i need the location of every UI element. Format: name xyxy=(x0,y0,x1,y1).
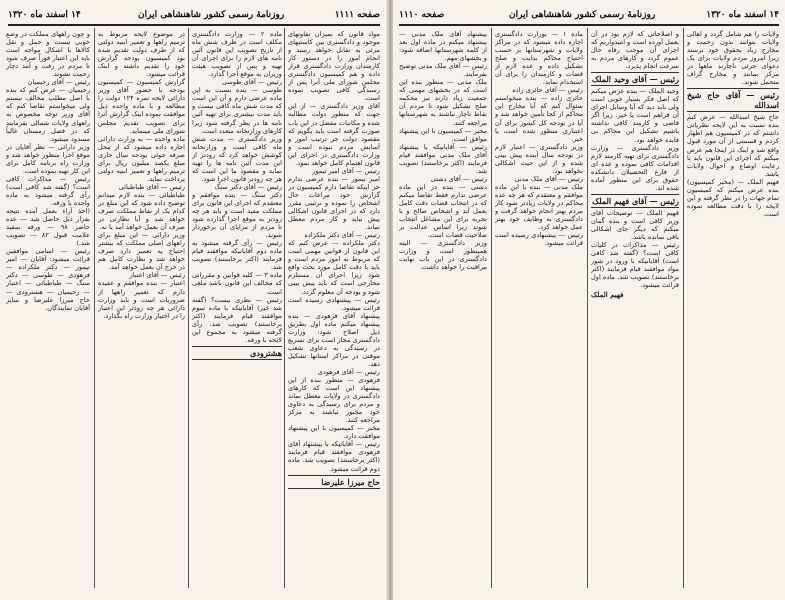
paragraph: وحید الملک — بنده عرض میکنم که اصل فکر بسیار خوبی است ولی باید دید که آیا وسایل اجرای آن فراهم است یا خیر. زیرا اگر قاضی و کارمند کافی نداشته باشیم تشکیل این محاکم بی فایده خواهد بود. xyxy=(591,87,679,144)
speaker-line: رئیس — آقای امیر تیمور xyxy=(312,166,380,175)
left-page-gazette-title: روزنامهٔ رسمی کشور شاهنشاهی ایران xyxy=(138,10,285,20)
right-column-3-text xyxy=(495,30,583,247)
paragraph: رئیس — مذاکرات کافی است؟ (گفته شد کافی است) رأی گرفته میشود به ماده واحده با ورقه. xyxy=(6,174,90,207)
paragraph: ماده واحده — به وزارت دارائی اجازه داده میشود که از محل صرفه جوئی بودجه سال جاری مبلغ یکصد میلیون ریال برای ترمیم راهها و تعمیر ابنیه دولتی پرداخت نماید. xyxy=(98,134,185,183)
paragraph: وزیر دادگستری — وزارت دادگستری برای تهیه کارمند لازم اقدامات کافی نموده و عده ای از فارغ التحصیلان دانشکده حقوق برای این منظور آماده شده اند. xyxy=(591,143,679,192)
paragraph: (اخذ آراء بعمل آمده نتیجه بقرار ذیل حاصل شد — عده حاضر ۹۸ — ورقه سفید علامت قبول ۸۲ — تصویب شد.) xyxy=(6,207,90,248)
paragraph: گزارش کمیسیون — کمیسیون بودجه با حضور آقای وزیر دارائی لایحه نمره ۱۲۴ دولت را مطالعه و با ماده واحده ذیل موافقت نموده اینک گزارش آنرا برای تصویب تقدیم مجلس شورای ملی مینماید. xyxy=(98,78,185,135)
paragraph: دکتر سنگ — بنده موافقم و معتقدم که اجرای این قانون برای مملکت مفید است و باید هر چه زودتر به موقع اجرا گذارده شود تا مردم از مزایای آن برخوردار شوند. xyxy=(192,190,282,240)
paragraph: طباطبائی — بنده لازم میدانم توضیح داده شود که این مبلغ در کدام یک از نقاط مملکت صرف خواهد شد و آیا نظارتی در صرف آن بعمل خواهد آمد یا نه. xyxy=(98,190,185,232)
left-column-3-text xyxy=(98,30,185,320)
column-divider xyxy=(683,28,684,588)
paragraph: رئیس — پیشنهادی رسیده است قرائت میشود. xyxy=(495,231,583,248)
paragraph: در موضوع لایحه مربوط به ترمیم راهها و تعمیر ابنیه دولتی که از طرف دولت تقدیم شده بود کمیسیون بودجه گزارش خود را تقدیم داشته و اینک قرائت میشود. xyxy=(98,30,185,79)
paragraph: وزیر دادگستری — البته همینطور است و وزارت دادگستری در این باب نهایت مراقبت را خواهد داشت. xyxy=(399,239,487,272)
paragraph: رحیمیان — عرض کنم که بنده با اصل مطلب مخالف نیستم ولی میخواستم تقاضا کنم که آقای وزیر توجه مخصوص به راههای ولایات شمالی بفرمایند که در فصل زمستان غالباً مسدود میشود. xyxy=(6,86,90,143)
paragraph: مواد قانون که بمیزان تفاوتهای موجود و دادگستری بین کاستیهای مرئی به تقابل خواهد رسید و انجام امور را در دستور کار کارمندان وزارت دادگستری قرار داده و هم کمیسیون دادگستری مجلس شورای ملی آنرا پس از رسیدگی کافی تصویب نموده است. xyxy=(288,30,380,103)
signature: فهیم الملک xyxy=(591,290,624,300)
right-column-2-text xyxy=(591,30,679,299)
left-page xyxy=(0,0,388,600)
paragraph: رئیس — آقایانیکه با پیشنهاد آقای ملک مدنی موافقند قیام فرمایند (اکثر برخاستند) تصویب شد. xyxy=(399,142,487,175)
column-divider xyxy=(94,28,95,588)
speaker-line: رئیس — آقای دشتی xyxy=(430,174,487,183)
speaker-line: رئیس — آقای ملک مدنی توضیح بفرمایند. xyxy=(399,62,487,79)
left-column-1-text xyxy=(288,30,380,489)
speaker-line: رئیس — آقای ملک مدنی xyxy=(514,174,583,183)
left-page-number: صفحه ۱۱۱۱ xyxy=(334,10,380,20)
speaker-line: رئیس — آقای دکتر ملکزاده xyxy=(304,231,380,240)
paragraph: فرهودی — منظور بنده از این پیشنهاد این است که کارهای دادگستری در ولایات معطل نماند و مردم برای رسیدگی به دعاوی خود مجبور نباشند به مرکز مراجعه کنند. xyxy=(288,376,380,425)
section-heading: هشترودی xyxy=(192,346,282,360)
section-heading: حاج میرزا علیرضا xyxy=(288,475,380,489)
left-page-date: ۱۴ اسفند ماه ۱۳۲۰ xyxy=(8,10,81,20)
paragraph: حاج شیخ اسدالله — عرض کنم بنده نسبت به این لایحه نظریاتی داشتم که در کمیسیون هم اظهار کردم و قسمتی از آن مورد قبول واقع شد و اینک در اینجا هم عرض میکنم که اجرای این قانون باید با رعایت اوضاع و احوال ولایات باشد. xyxy=(687,113,779,178)
speaker-line: رئیس — آقای اعتبار xyxy=(129,271,185,280)
paragraph: پیشنهاد آقای فرهودی — بنده پیشنهاد میکنم ماده اول بطریق ذیل اصلاح شود: وزارت دادگستری مجاز است برای تسریع در رسیدگی به دعاوی شعب موقتی در مراکز استانها تشکیل دهد. xyxy=(288,311,380,368)
paragraph: حائری زاده — بنده میخواستم سئوال کنم که آیا مخارج این محاکم از کجا تأمین خواهد شد و آیا در بودجه کل کشور برای آن اعتباری منظور شده است یا خیر. xyxy=(495,94,583,143)
paragraph: مخبر — کمیسیون با این پیشنهاد موافق است. xyxy=(399,126,487,143)
paragraph: رئیس — آقایانیکه با پیشنهاد آقای فرهودی موافقند قیام فرمایند (اکثر برخاستند) تصویب شد. ماده دوم قرائت میشود. xyxy=(288,440,380,473)
paragraph: دشتی — بنده در این ماده عرضی ندارم فقط تقاضا میکنم که در انتخاب قضات دقت کامل بعمل آید و اشخاص صالح و با تجربه برای این مشاغل انتخاب شوند زیرا اساس عدالت بر صلاحیت قضات است. xyxy=(399,182,487,240)
right-column-1 xyxy=(687,30,779,586)
column-divider xyxy=(188,28,189,588)
paragraph: فهیم الملک — (مخبر کمیسیون) بنده عرض میکنم که کمیسیون تمام جهات را در نظر گرفته و این لایحه را با دقت مطالعه نموده است. xyxy=(687,177,779,218)
speaker-line: رئیس — آقای حائری زاده xyxy=(512,86,583,95)
paragraph: اعتبار — بنده موافقم و عقیده دارم که تعمیر راهها از ضروریات است و باید وزارت دارائی هر چه زودتر این اعتبار را در اختیار وزارت راه بگذارد. xyxy=(98,279,185,320)
section-heading: رئیس — آقای حاج شیخ اسدالله xyxy=(687,90,779,111)
column-divider xyxy=(284,28,285,588)
paragraph: رئیس — مذاکرات در کلیات کافی است؟ (گفته شد کافی است) آقایانیکه با ورود در شور مواد موافقند قیام فرمایند (اکثر برخاستند) تصویب شد. ماده اول قرائت میشود. xyxy=(591,241,679,290)
column-divider xyxy=(491,28,492,588)
paragraph: مخبر — کمیسیون با این پیشنهاد موافقت دارد. xyxy=(288,424,380,441)
right-column-1-text xyxy=(687,30,779,218)
paragraph: فهیم الملک — توضیحات آقای وزیر کافی است و بنده گمان میکنم که دیگر جای اشکالی باقی نمانده باشد. xyxy=(591,208,679,241)
left-column-3 xyxy=(98,30,185,586)
speaker-line: رئیس — آقای رحیمیان xyxy=(27,78,90,87)
right-column-2 xyxy=(591,30,679,586)
speaker-line: رئیس — آقای فرهودی xyxy=(317,367,380,376)
paragraph: رئیس — پیشنهادی رسیده است قرائت میشود. xyxy=(288,295,380,312)
speaker-line: رئیس — آقای دکتر سنگ xyxy=(214,182,282,191)
paragraph: ولایات را هم شامل گردد و اهالی ولایات بتوانند بدون زحمت و مخارج زیاد بحقوق خود برسند زیرا امروز مردم ولایات برای یک دعوای جزئی ناچارند ماهها در مرکز بمانند و مخارج گزاف متحمل شوند. xyxy=(687,30,779,87)
paragraph: رئیس — نظری نیست؟ (گفته شد خیر) آقایانیکه با ماده سوم موافقند قیام فرمایند (اکثر برخاستند) تصویب شد. رأی گرفته میشود به مجموع این لایحه با ورقه. xyxy=(192,295,282,344)
right-page-date: ۱۴ اسفند ماه ۱۳۲۰ xyxy=(706,10,779,20)
column-divider xyxy=(587,28,588,588)
paragraph: ماده ۱ — بوزارت دادگستری اجازه داده میشود که در مراکز ولایات و شهرستانها بر حسب احتیاج محاکم بدایت و صلح تشکیل داده و عده لازم از قضات و کارمندان را برای آن استخدام نماید. xyxy=(495,30,583,87)
paragraph: ماده ۲ — وزارت دادگستری مکلف است در ظرف شش ماه از تاریخ تصویب این قانون آئین نامه های لازم را برای اجرای آن تهیه و پس از تصویب هیئت وزیران به موقع اجرا گذارد. xyxy=(192,30,282,79)
right-header-rule xyxy=(399,24,779,26)
paragraph: ملک مدنی — منظور بنده این است که در بخشهای مهمی که جمعیت زیاد دارند نیز محکمه صلح تشکیل شود تا مردم آن نقاط ناچار نباشند به شهرستانها مراجعه کنند. xyxy=(399,78,487,127)
paragraph: طوسی — بنده نسبت به این ماده عرضی دارم و آن این است که مدت شش ماه کافی نیست و باید مدت بیشتری برای تهیه آئین نامه ها در نظر گرفته شود زیرا کارهای وزارتخانه متعدد است. xyxy=(192,86,282,135)
paragraph: وزیر دادگستری — مدت شش ماه کافی است و وزارتخانه کوشش خواهد کرد که زودتر از این مدت آئین نامه ها را تهیه نماید و مقصود ما این است که هر چه زودتر قانون اجرا شود. xyxy=(192,134,282,183)
paragraph: وزیر دارائی — نظر آقایان در موقع اجرا منظور خواهد شد و وزارت راه برنامه کامل برای این کار تهیه نموده است. xyxy=(6,142,90,175)
left-column-2-text xyxy=(192,30,282,360)
paragraph: و اصلاحاتی که لازم بود در آن بعمل آورده است و امیدواریم که اجرای آن موجب رفاه حال عموم گردد و کارهای مردم به سرعت انجام پذیرد. xyxy=(591,30,679,71)
paragraph: امیر تیمور — بنده عرضی ندارم جز اینکه تقاضا دارم کمیسیون در گزارش خود مراعات حال اشخاص را نموده و ترتیبی مقرر دارد که در اجرای قانون اشکالی پیش نیاید و کار مردم معطل نماند. xyxy=(288,174,380,232)
section-heading: رئیس — آقای فهیم الملک xyxy=(592,195,679,206)
right-column-4 xyxy=(399,30,487,586)
left-column-1 xyxy=(288,30,380,586)
paragraph: وزیر دارائی — این مبلغ برای راههای اصلی مملکت که بیشتر احتیاج به تعمیر دارد صرف خواهد شد و نظارت کامل هم در خرج آن بعمل خواهد آمد. xyxy=(98,231,185,272)
paragraph: آقای وزیر دادگستری — از این جهت که منظور دولت مطالبه شده و مکاتبات مفصل در این باب صورت گرفته است باید بگویم که مقصود دولت جز ترتیب امور و آسایش مردم نبوده است و وزارت دادگستری در اجرای این قانون اهتمام کامل خواهد نمود. xyxy=(288,102,380,167)
left-column-2 xyxy=(192,30,282,586)
right-column-3 xyxy=(495,30,583,586)
right-page-gazette-title: روزنامهٔ رسمی کشور شاهنشاهی ایران xyxy=(509,10,656,20)
paragraph: دکتر ملکزاده — عرض کنم که این قانون از قوانین مهمی است که مربوط به امور مردم است و باید با دقت کامل مورد بحث واقع شود زیرا اجرای آن مستلزم مخارجی است که باید پیش بینی شود و بودجه آن معلوم گردد. xyxy=(288,239,380,296)
paragraph: و چون راههای مملکت در وضع خوبی نیست و حمل و نقل کالاها با اشکال مواجه است باید این اعتبار فوراً صرف شود تا مردم در رفت و آمد دچار زحمت نشوند. xyxy=(6,30,90,79)
right-column-4-text xyxy=(399,30,487,271)
section-heading: رئیس — آقای وحید الملک xyxy=(591,74,679,85)
paragraph: وزیر دادگستری — اعتبار لازم در بودجه سال آینده پیش بینی شده و از این حیث اشکالی نخواهد بود. xyxy=(495,142,583,175)
paragraph: پیشنهاد آقای ملک مدنی — پیشنهاد میکنم در ماده اول بعد از کلمه شهرستانها اضافه شود: و بخشهای مهم. xyxy=(399,30,487,63)
paragraph: رئیس — اسامی موافقین قرائت میشود: آقایان — امیر تیمور — دکتر ملکزاده — فرهودی — طوسی — دکتر سنگ — طباطبائی — اعتبار — رحیمیان — هشترودی — حاج میرزا علیرضا و سایر آقایان نمایندگان. xyxy=(6,247,90,312)
left-header-rule xyxy=(8,24,380,26)
paragraph: ملک مدنی — بنده با این ماده موافقم و معتقدم که هر چه عده محاکم در ولایات زیادتر شود کار مردم بهتر انجام خواهد گرفت و دادگستری به وظایف خود بهتر عمل خواهد کرد. xyxy=(495,182,583,232)
speaker-line: رئیس — آقای طباطبائی xyxy=(118,182,185,191)
right-page xyxy=(393,0,785,600)
paragraph: رئیس — رأی گرفته میشود به ماده دوم آقایانیکه موافقند قیام فرمایند (اکثر برخاستند) تصویب شد. xyxy=(192,239,282,272)
left-column-4 xyxy=(6,30,90,586)
right-page-header xyxy=(399,8,779,24)
right-page-number: صفحه ۱۱۱۰ xyxy=(399,10,445,20)
speaker-line: رئیس — آقای طوسی xyxy=(221,78,282,87)
paragraph: ماده ۳ — کلیه قوانین و مقرراتی که مخالف این قانون باشد ملغی است. xyxy=(192,271,282,296)
left-column-4-text xyxy=(6,30,90,312)
left-page-header xyxy=(8,8,380,24)
